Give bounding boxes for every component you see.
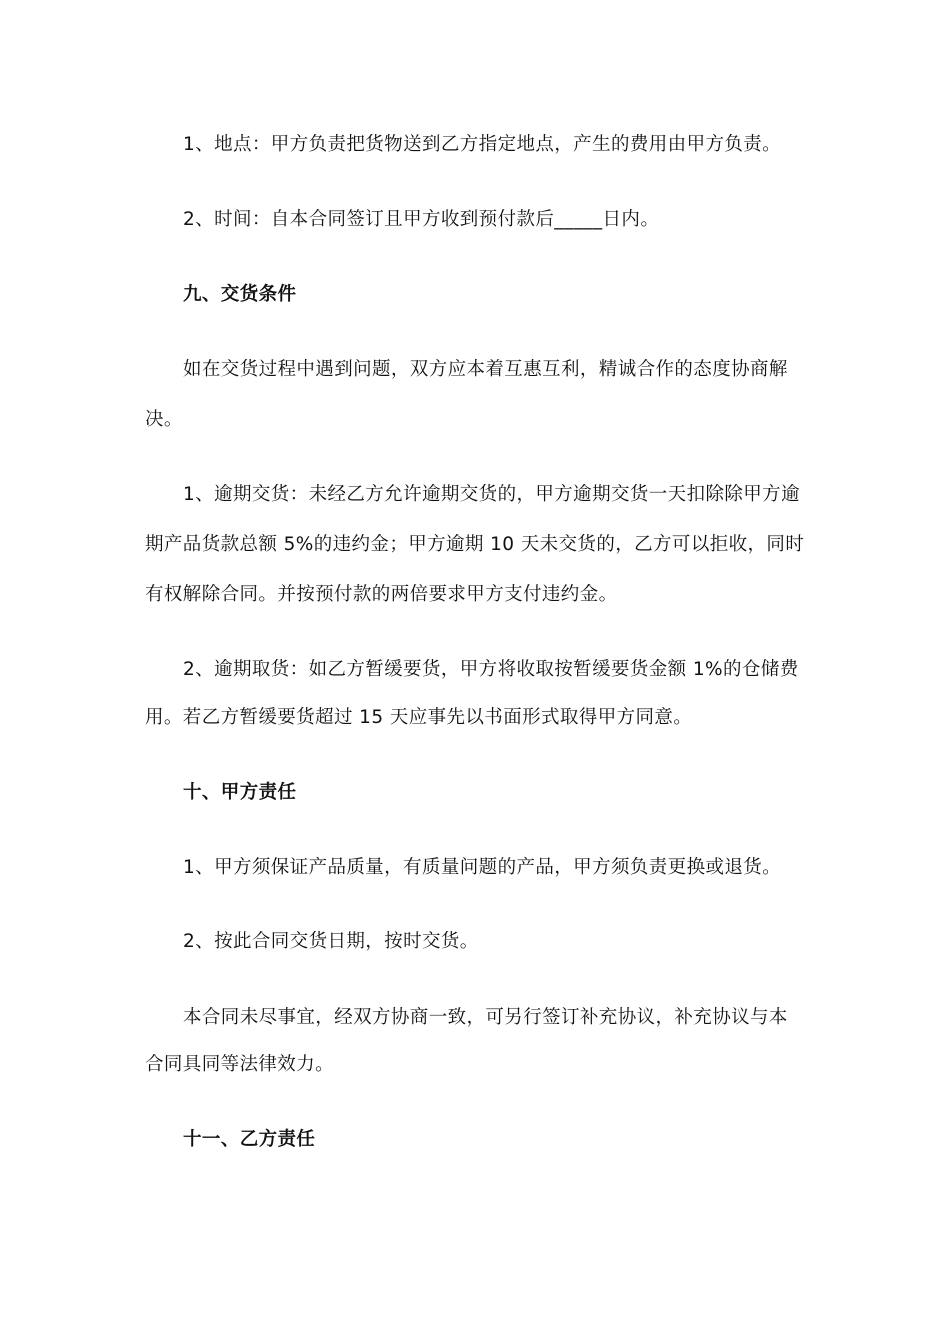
paragraph-late-delivery-line1: 1、逾期交货：未经乙方允许逾期交货的，甲方逾期交货一天扣除除甲方逾: [183, 484, 800, 505]
heading-delivery-conditions: 九、交货条件: [183, 284, 297, 305]
paragraph-on-time: 2、按此合同交货日期，按时交货。: [183, 931, 479, 952]
heading-party-b-responsibility: 十一、乙方责任: [183, 1129, 316, 1150]
paragraph-late-delivery-line3: 有权解除合同。并按预付款的两倍要求甲方支付违约金。: [145, 584, 618, 605]
heading-party-a-responsibility: 十、甲方责任: [183, 782, 297, 803]
paragraph-late-pickup-line2: 用。若乙方暂缓要货超过 15 天应事先以书面形式取得甲方同意。: [145, 707, 693, 728]
paragraph-supplement-line1: 本合同未尽事宜，经双方协商一致，可另行签订补充协议，补充协议与本: [183, 1007, 788, 1028]
paragraph-late-pickup-line1: 2、逾期取货：如乙方暂缓要货，甲方将收取按暂缓要货金额 1%的仓储费: [183, 659, 799, 680]
paragraph-late-delivery-line2: 期产品货款总额 5%的违约金；甲方逾期 10 天未交货的，乙方可以拒收，同时: [145, 534, 805, 555]
paragraph-delivery-issues-line1: 如在交货过程中遇到问题，双方应本着互惠互利，精诚合作的态度协商解: [183, 359, 788, 380]
paragraph-delivery-issues-line2: 决。: [145, 409, 183, 430]
paragraph-quality: 1、甲方须保证产品质量，有质量问题的产品，甲方须负责更换或退货。: [183, 857, 782, 878]
paragraph-time: 2、时间：自本合同签订且甲方收到预付款后_____日内。: [183, 209, 660, 230]
paragraph-location: 1、地点：甲方负责把货物送到乙方指定地点，产生的费用由甲方负责。: [183, 134, 782, 155]
paragraph-supplement-line2: 合同具同等法律效力。: [145, 1054, 335, 1075]
